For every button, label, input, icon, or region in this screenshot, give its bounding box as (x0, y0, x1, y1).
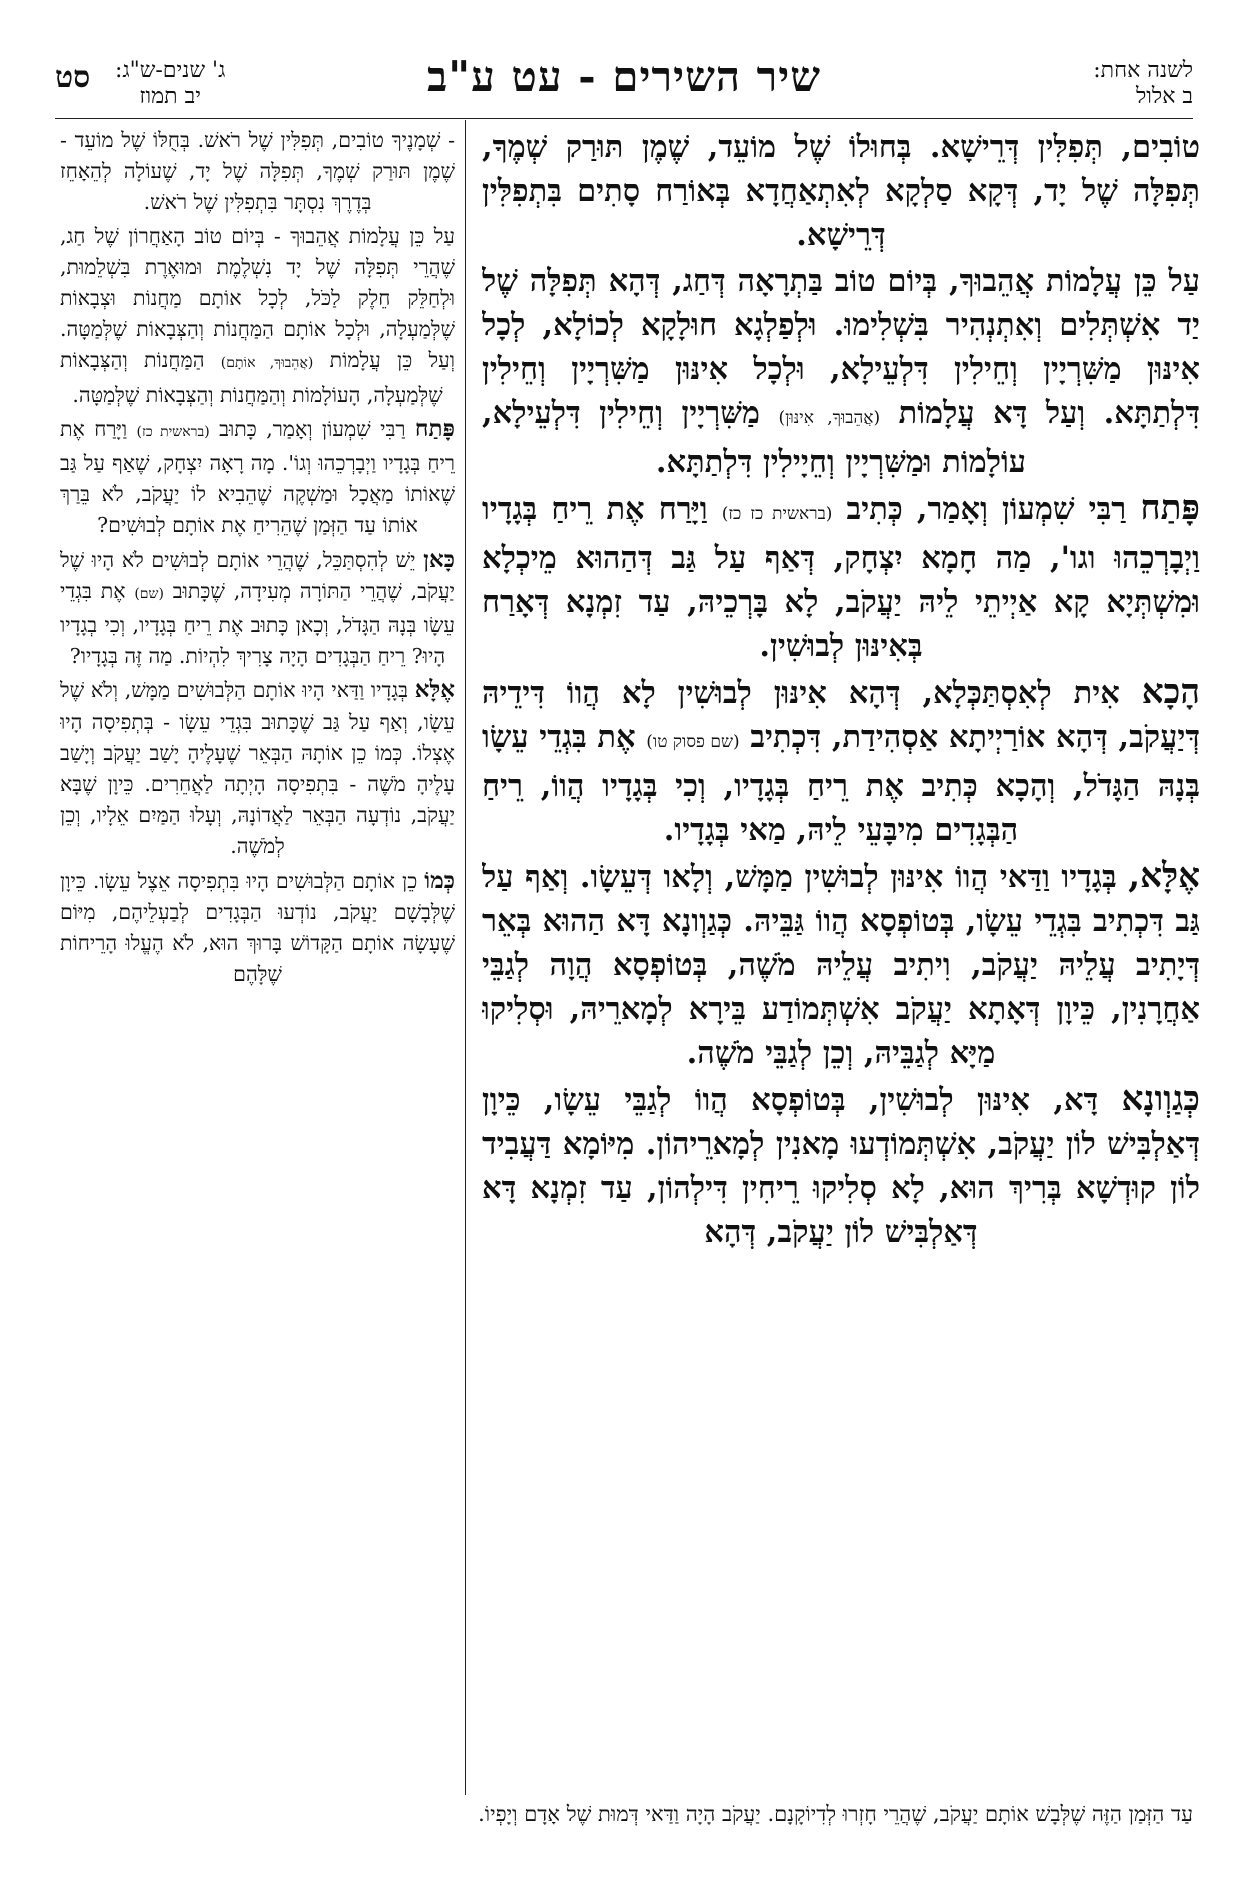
column-divider (465, 120, 466, 1795)
paragraph-lead-word: פָּתַח (414, 414, 455, 442)
source-citation: (בראשית כז כז) (721, 504, 833, 524)
main-paragraph (482, 125, 1200, 257)
header-right-line1: לשנה אחת: (1093, 58, 1193, 83)
translation-paragraph (60, 221, 455, 411)
translation-text: הַמַּחֲנוֹת וְהַצְּבָאוֹת שֶׁלְּמַעְלָה, הָעוֹלָמוֹת וְהַמַּחֲנוֹת וְהַצְּבָאוֹת שֶׁלְּמַטָּה. (60, 348, 443, 407)
source-citation: (שם פסוק טו) (646, 732, 740, 752)
header-divider (55, 118, 1193, 119)
paragraph-lead-word: כָּאן (423, 545, 455, 573)
page-number: סט (55, 60, 91, 95)
paragraph-lead-word: הָכָא (1141, 672, 1200, 712)
source-citation: (שם) (134, 585, 164, 602)
translation-text: אֶת בִּגְדֵי עֵשָׂו בְּנָהּ הַגָּדֹל, וְכָאן כָּתוּב אֶת רֵיחַ בְּגָדָיו, וְכִי בְגָדָיו הָיוּ? רֵיחַ הַבְּגָדִים הָיָה צָרִיךְ לִהְיוֹת. מַה זֶּה בְּגָדָיו? (60, 578, 455, 669)
source-citation: (בראשית כז) (136, 423, 210, 440)
main-paragraph (482, 486, 1200, 668)
main-paragraph (482, 670, 1200, 852)
paragraph-lead-word: כְּגַוְונָא (1121, 1079, 1200, 1119)
paragraph-lead-word: אֶלָּא, (1128, 856, 1200, 896)
translation-text: - שְׁמָנֶיךָ טוֹבִים, תְּפִלִּין שֶׁל רֹאשׁ. בְּחֻלּוֹ שֶׁל מוֹעֵד - שֶׁמֶן תּוּרַק שְׁמֶךָ, תְּפִלָּה שֶׁל יָד, שֶׁעוֹלָה לְהֵאָחֵז בְּדֶרֶךְ נִסְתָּר בִּתְפִלִּין שֶׁל רֹאשׁ. (60, 128, 455, 215)
header-left-line1: ג' שנים-ש"ג: (115, 58, 226, 83)
main-text: דָּא, אִינּוּן לְבוּשִׁין, בְּטוֹפְסָא הֲווֹ לְגַבֵּי עֵשָׂו, כֵּיוָן דְּאַלְבִּישׁ לוֹן יַעֲקֹב, אִשְׁתְּמוֹדְעוּ מָאנִין לְמָארֵיהוֹן. מִיּוֹמָא דַּעֲבִיד לוֹן קוּדְשָׁא בְּרִיךְ הוּא, לָא סְלִיקוּ רֵיחִין דִּילְהוֹן, עַד זִמְנָא דָּא דְּאַלְבִּישׁ לוֹן יַעֲקֹב, דְּהָא (482, 1082, 1200, 1250)
translation-text: יֵשׁ לְהִסְתַּכֵּל, שֶׁהֲרֵי אוֹתָם לְבוּשִׁים לֹא הָיוּ שֶׁל יַעֲקֹב, שֶׁהֲרֵי הַתּוֹרָה מְעִידָה, שֶׁכָּתוּב (60, 547, 455, 603)
translation-paragraph (60, 413, 455, 542)
paragraph-lead-word: אֶלָּא (414, 676, 455, 704)
main-paragraph (482, 1077, 1200, 1254)
main-text: אִית לְאִסְתַּכְּלָא, דְּהָא אִינּוּן לְבוּשִׁין לָא הֲווֹ דִּידֵיהּ דְּיַעֲקֹב, דְּהָא אוֹרַיְיתָא אַסְהִידַת, דִּכְתִיב (482, 675, 1200, 755)
page-header (55, 50, 1193, 110)
main-text: וַיָּרַח אֶת רֵיחַ בְּגָדָיו וַיְבָרְכֵהוּ וגו', מַה חָמָא יִצְחָק, דְּאַף עַל גַּב דְּהַהוּא מֵיכְלָא וּמִשְׁתְּיָא קָא אַיְיתֵי לֵיהּ יַעֲקֹב, לָא בָּרְכֵיהּ, עַד זִמְנָא דְּאָרַח בְּאִינּוּן לְבוּשִׁין. (482, 491, 1200, 664)
paragraph-lead-word: כְּמוֹ (424, 866, 455, 894)
main-paragraph (482, 259, 1200, 484)
translation-text: וַיָּרַח אֶת רֵיחַ בְּגָדָיו וַיְבָרְכֵהוּ וְגוֹ'. מָה רָאָה יִצְחָק, שֶׁאַף עַל גַּב שֶׁאוֹתוֹ מַאֲכָל וּמַשְׁקֶה שֶׁהֵבִיא לוֹ יַעֲקֹב, לֹא בֵּרַךְ אוֹתוֹ עַד הַזְּמַן שֶׁהֵרִיחַ אֶת אוֹתָם לְבוּשִׁים? (60, 416, 455, 538)
source-citation: (אֲהֵבוּךָ, אוֹתָם) (220, 355, 314, 372)
translation-paragraph (60, 544, 455, 673)
header-right-line2: ב אלול (1135, 84, 1193, 109)
translation-column (60, 125, 455, 1795)
header-left-dates (115, 58, 225, 110)
footer-continuation-line: עַד הַזְּמַן הַזֶּה שֶׁלְּבָשׁ אוֹתָם יַעֲקֹב, שֶׁהֲרֵי חָזְרוּ לְדִיוֹקָנָם. יַעֲקֹב הָיָה וַדַּאי דְּמוּת שֶׁל אָדָם וְיָפְיוֹ. (478, 1802, 1193, 1826)
main-text: מַשִּׁרְיָין וְחֵילִין דִּלְעֵילָא, עוֹלָמוֹת וּמַשִּׁרְיָין וְחֵיָילִין דִּלְתַתָּא. (482, 395, 1027, 480)
translation-paragraph (60, 125, 455, 219)
translation-text: עַל כֵּן עֲלָמוֹת אֲהֵבוּךָ - בְּיוֹם טוֹב הָאַחֲרוֹן שֶׁל חַג, שֶׁהֲרֵי תְּפִלָּה שֶׁל יָד נִשְׁלֶמֶת וּמוּאֶרֶת בִּשְׁלֵמוּת, וּלְחַלֵּק חֵלֶק לַכֹּל, לְכָל אוֹתָם מַחֲנוֹת וּצְבָאוֹת שֶׁלְּמַעְלָה, וּלְכָל אוֹתָם הַמַּחֲנוֹת וְהַצְּבָאוֹת שֶׁלְּמַטָּה. וְעַל כֵּן עֲלָמוֹת (60, 223, 455, 373)
paragraph-lead-word: פָּתַח (1140, 488, 1200, 528)
main-text: עַל כֵּן עֲלָמוֹת אֲהֵבוּךָ, בְּיוֹם טוֹב בַּתְרָאָה דְּחַג, דְּהָא תְּפִלָּה שֶׁל יַד אִשְׁתְּלִים וְאִתְנְהִיר בִּשְׁלִימוּ. וּלְפַלְגָא חוּלָקָא לְכוֹלָא, לְכָל אִינּוּן מַשִּׁרְיָין וְחֵילִין דִּלְעֵילָא, וּלְכָל אִינּוּן מַשִּׁרְיָין וְחֵילִין דִּלְתַתָּא. וְעַל דָּא עֲלָמוֹת (482, 263, 1200, 431)
main-paragraph (482, 854, 1200, 1075)
translation-paragraph (60, 865, 455, 991)
main-text: טוֹבִים, תְּפִלִּין דְּרֵישָׁא. בְּחוּלוֹ שֶׁל מוֹעֵד, שֶׁמֶן תּוּרַק שְׁמֶךָ, תְּפִלָּה שֶׁל יָד, דְּקָא סַלְקָא לְאִתְאַחֲדָא בְּאוֹרַח סָתִים בִּתְפִלִּין דְּרֵישָׁא. (482, 129, 1200, 253)
main-text: בְּגָדָיו וַדַּאי הֲווֹ אִינּוּן לְבוּשִׁין מַמָּשׁ, וְלָאו דְּעֵשָׂו. וְאַף עַל גַּב דִּכְתִיב בִּגְדֵי עֵשָׂו, בְּטוֹפְסָא הֲווֹ גַּבֵּיהּ. כְּגַוְונָא דָּא הַהוּא בְּאֵר דְּיָתִיב עֲלֵיהּ יַעֲקֹב, וִיתִיב עֲלֵיהּ מֹשֶׁה, בְּטוֹפְסָא הֲוָה לְגַבֵּי אַחֲרָנִין, כֵּיוָן דְּאָתָא יַעֲקֹב אִשְׁתְּמוֹדַע בֵּירָא לְמָארֵיהּ, וּסְלִיקוּ מַיָּא לְגַבֵּיהּ, וְכֵן לְגַבֵּי מֹשֶׁה. (482, 859, 1200, 1071)
translation-text: רַבִּי שִׁמְעוֹן וְאָמַר, כָּתוּב (219, 416, 406, 441)
page-title: שיר השירים - עט ע"ב (426, 52, 822, 101)
header-left-line2: יב תמוז (139, 84, 201, 109)
translation-paragraph (60, 674, 455, 862)
main-text: אֶת בִּגְדֵי עֵשָׂו בְּנָהּ הַגָּדֹל, וְהָכָא כְּתִיב אֶת רֵיחַ בְּגָדָיו, וְכִי בְּגָדָיו הֲווֹ, רֵיחַ הַבְּגָדִים מִיבָּעֵי לֵיהּ, מַאי בְּגָדָיו. (482, 719, 1200, 848)
source-citation: (אֲהֵבוּךָ, אִינּוּן) (778, 408, 881, 428)
main-text: רַבִּי שִׁמְעוֹן וְאָמַר, כְּתִיב (846, 491, 1127, 527)
translation-text: כֵן אוֹתָם הַלְּבוּשִׁים הָיוּ בִּתְפִיסָה אֵצֶל עֵשָׂו. כֵּיוָן שֶׁלְּבָשָׁם יַעֲקֹב, נוֹדְעוּ הַבְּגָדִים לְבַעְלֵיהֶם, מִיּוֹם שֶׁעָשָׂה אוֹתָם הַקָּדוֹשׁ בָּרוּךְ הוּא, לֹא הֶעֱלוּ הָרֵיחוֹת שֶׁלָּהֶם (60, 868, 455, 987)
main-text-column (482, 125, 1200, 1795)
translation-text: בְּגָדָיו וַדַּאי הָיוּ אוֹתָם הַלְּבוּשִׁים מַמָּשׁ, וְלֹא שֶׁל עֵשָׂו, וְאַף עַל גַּב שֶׁכָּתוּב בִּגְדֵי עֵשָׂו - בְּתְפִיסָה הָיוּ אֶצְלוֹ. כְּמוֹ כֵן אוֹתָהּ הַבְּאֵר שֶׁעָלֶיהָ יָשַׁב יַעֲקֹב וְיָשַׁב עָלֶיהָ מֹשֶׁה - בִּתְפִיסָה הָיְתָה לַאֲחֵרִים. כֵּיוָן שֶׁבָּא יַעֲקֹב, נוֹדְעָה הַבְּאֵר לַאֲדוֹנָהּ, וְעָלוּ הַמַּיִם אֵלָיו, וְכֵן לְמֹשֶׁה. (60, 678, 455, 859)
